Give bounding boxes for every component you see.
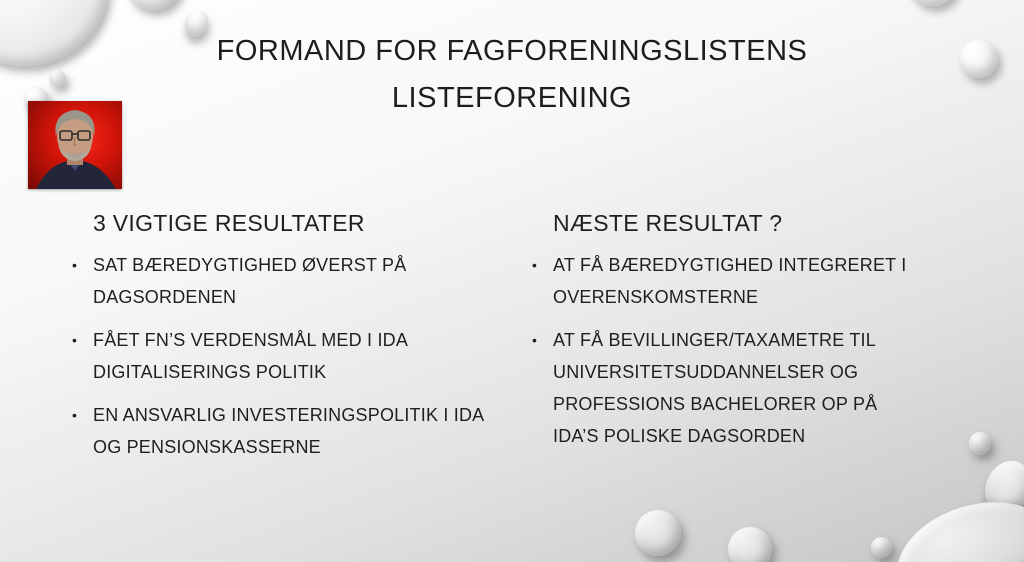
bullet-item <box>532 324 924 452</box>
bullet-dot: • <box>72 407 78 423</box>
bullet-item <box>532 249 924 313</box>
water-droplet-icon <box>635 510 681 556</box>
water-droplet-icon <box>871 537 892 558</box>
bullet-text: FÅET FN’S VERDENSMÅL MED I IDA DIGITALISERINGS POLITIK <box>93 330 408 382</box>
left-column-heading: 3 VIGTIGE RESULTATER <box>93 210 365 236</box>
bullet-text: AT FÅ BÆREDYGTIGHED INTEGRERET I OVERENSKOMSTERNE <box>553 255 907 307</box>
water-droplet-icon <box>0 0 108 66</box>
speaker-portrait-photo <box>28 101 122 189</box>
right-bullet-list <box>532 249 924 452</box>
bullet-dot: • <box>532 257 538 273</box>
left-column <box>72 207 497 474</box>
left-bullet-list <box>72 249 497 463</box>
water-droplet-icon <box>49 70 66 87</box>
water-droplet-icon <box>126 0 181 10</box>
bullet-item <box>72 324 497 388</box>
water-droplet-icon <box>960 40 998 78</box>
bullet-text: AT FÅ BEVILLINGER/TAXAMETRE TIL UNIVERSITETSUDDANNELSER OG PROFESSIONS BACHELORER OP PÅ IDA’S POLISKE DAGSORDEN <box>553 330 878 446</box>
bullet-dot: • <box>72 332 78 348</box>
water-droplet-icon <box>908 0 958 6</box>
bullet-dot: • <box>532 332 538 348</box>
bullet-item <box>72 249 497 313</box>
water-droplet-icon <box>728 527 772 562</box>
bullet-item <box>72 399 497 463</box>
bullet-dot: • <box>72 257 78 273</box>
slide-title: FORMAND FOR FAGFORENINGSLISTENS LISTEFORENING <box>216 35 808 114</box>
portrait-illustration <box>28 101 122 189</box>
water-droplet-icon <box>969 432 991 455</box>
bullet-text: SAT BÆREDYGTIGHED ØVERST PÅ DAGSORDENEN <box>93 255 407 307</box>
right-column-heading: NÆSTE RESULTAT ? <box>553 210 783 236</box>
bullet-text: EN ANSVARLIG INVESTERINGSPOLITIK I IDA OG PENSIONSKASSERNE <box>93 405 484 457</box>
right-column <box>532 207 924 463</box>
